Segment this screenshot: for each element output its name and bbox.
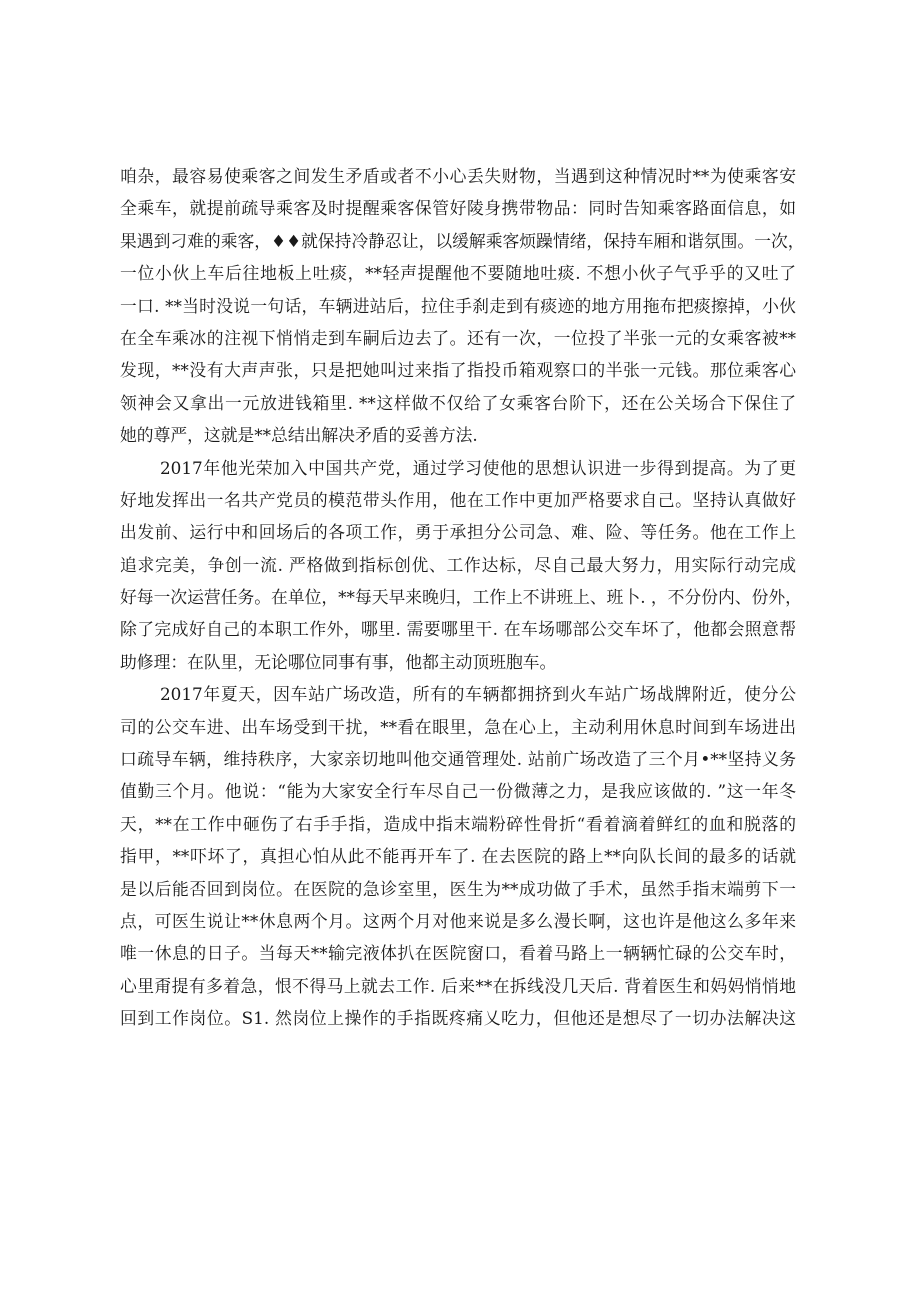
text-line: 心里甭提有多着急，恨不得马上就去工作. 后来**在拆线没几天后. 背着医生和妈妈悄悄地	[120, 975, 796, 996]
text-line: 天，**在工作中砸伤了右手手指，造成中指末端粉碎性骨折“看着滴着鲜红的血和脱落的	[120, 813, 796, 834]
text-line: 果遇到刁难的乘客，♦♦就保持冷静忍让，以缓解乘客烦躁情绪，保持车厢和谐氛围。一次，	[120, 230, 805, 251]
text-line: 她的尊严，这就是**总结出解决矛盾的妥善方法.	[120, 425, 478, 446]
text-line: 是以后能否回到岗位。在医院的急诊室里，医生为**成功做了手术，虽然手指末端剪下一	[120, 878, 796, 899]
text-line: 一位小伙上车后往地板上吐痰，**轻声提醒他不要随地吐痰. 不想小伙子气乎乎的又吐了	[120, 263, 796, 284]
text-line: 值勤三个月。他说：“能为大家安全行车尽自己一份微薄之力，是我应该做的. ”这一年冬	[120, 781, 796, 802]
paragraph-1	[120, 160, 805, 452]
text-line: 回到工作岗位。S1. 然岗位上操作的手指既疼痛乂吃力，但他还是想尽了一切办法解决这	[120, 1008, 796, 1029]
text-line: 口疏导车辆，维持秩序，大家亲切地叫他交通管理处. 站前广场改造了三个月•**坚持义务	[120, 749, 796, 770]
text-line: 领神会又拿出一元放进钱箱里. **这样做不仅给了女乘客台阶下，还在公关场合下保住了	[120, 392, 796, 413]
paragraph-3	[120, 678, 796, 1034]
text-line: 好每一次运营任务。在单位，**每天早来晚归，工作上不讲班上、班卜. ，不分份内、份外，	[120, 587, 802, 608]
text-line: 全乘车，就提前疏导乘客及时提醒乘客保管好陵身携带物品：同时告知乘客路面信息，如	[120, 198, 796, 219]
text-line: 2017年夏天，因车站广场改造，所有的车辆都拥挤到火车站广场战牌附近，使分公	[160, 684, 796, 705]
document-body	[120, 160, 805, 1035]
text-line: 除了完成好自己的本职工作外，哪里. 需要哪里干. 在车场哪部公交车坏了，他都会照意帮	[120, 619, 796, 640]
paragraph-2	[120, 452, 802, 679]
text-line: 唯一休息的日子。当每天**输完液体扒在医院窗口，看着马路上一辆辆忙碌的公交车时，	[120, 943, 796, 964]
text-line: 司的公交车进、出车场受到干扰，**看在眼里，急在心上，主动利用休息时间到车场进出	[120, 716, 796, 737]
text-line: 2017年他光荣加入中国共产党，通过学习使他的思想认识进一步得到提高。为了更	[160, 457, 796, 478]
text-line: 指甲，**吓坏了，真担心怕从此不能再开车了. 在去医院的路上**向队长间的最多的话就	[120, 846, 796, 867]
text-line: 追求完美，争创一流. 严格做到指标创优、工作达标，尽自己最大努力，用实际行动完成	[120, 554, 796, 575]
text-line: 点，可医生说让**休息两个月。这两个月对他来说是多么漫长啊，这也许是他这么多年来	[120, 910, 796, 931]
text-line: 咱杂，最容易使乘客之间发生矛盾或者不小心丢失财物，当遇到这种情况时**为使乘客安	[120, 166, 796, 186]
text-line: 一口. **当时没说一句话，车辆进站后，拉住手刹走到有痰迹的地方用拖布把痰擦掉，小伙	[120, 295, 796, 316]
text-line: 助修理：在队里，无论哪位同事有事，他都主动顶班胞车。	[120, 651, 557, 672]
text-line: 好地发挥出一名共产党员的模范带头作用，他在工作中更加严格要求自己。坚持认真做好	[120, 489, 796, 510]
text-line: 发现，**没有大声声张，只是把她叫过来指了指投币箱观察口的半张一元钱。那位乘客心	[120, 360, 796, 381]
text-line: 在全车乘冰的注视下悄悄走到车嗣后边去了。还有一次，一位投了半张一元的女乘客被**	[120, 327, 796, 348]
text-line: 出发前、运行中和回场后的各项工作，勇于承担分公司急、难、险、等任务。他在工作上	[120, 522, 796, 543]
